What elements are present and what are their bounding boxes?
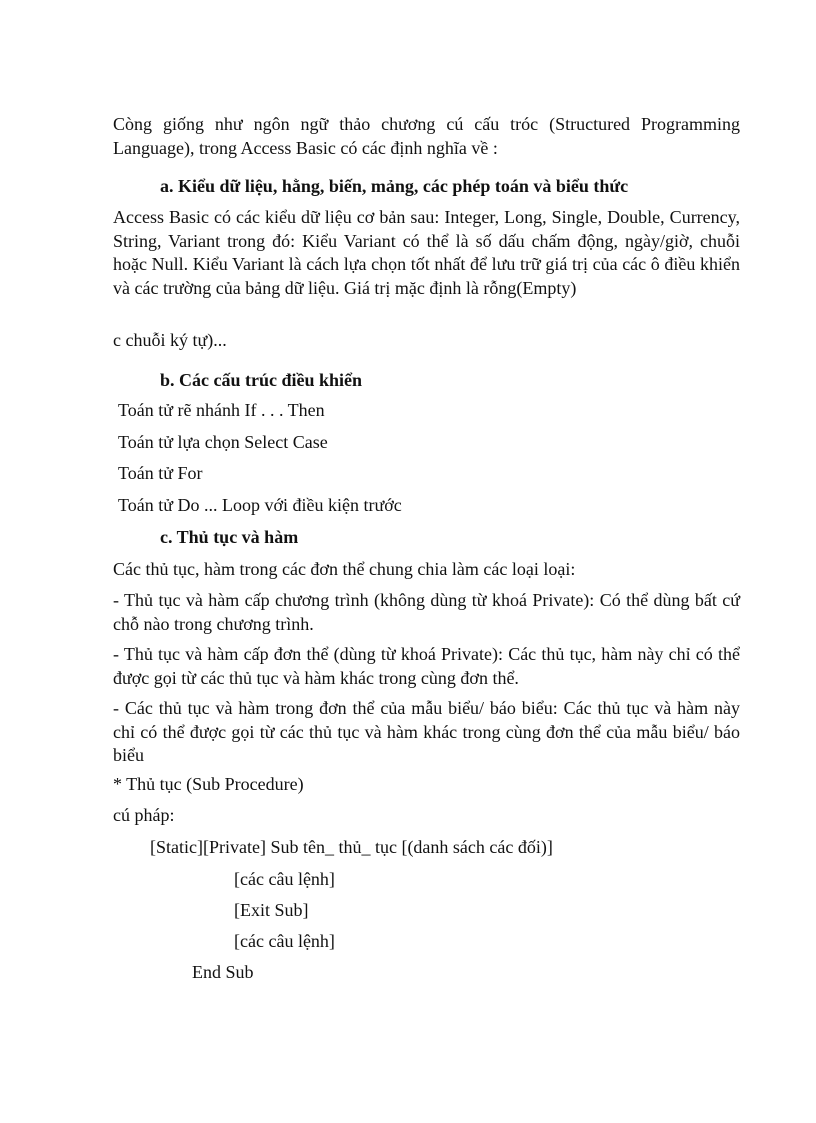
- section-a-paragraph: Access Basic có các kiểu dữ liệu cơ bản sau: Integer, Long, Single, Double, Currency, String, Variant trong đó: Kiểu Variant có thể là số dấu chấm động, ngày/giờ, chuỗi hoặc Null. Kiểu Variant là cách lựa chọn tốt nhất để lưu trữ giá trị của các ô điều khiển và các trường của bảng dữ liệu. Giá trị mặc định là rỗng(Empty): [113, 207, 740, 298]
- syntax-label: cú pháp:: [113, 805, 175, 825]
- procedure-bullet: - Thủ tục và hàm cấp đơn thể (dùng từ khoá Private): Các thủ tục, hàm này chỉ có thể được gọi từ các thủ tục và hàm khác trong cùng đơn thể.: [113, 644, 740, 688]
- syntax-statements: [các câu lệnh]: [234, 931, 335, 951]
- intro-paragraph: Còng giống như ngôn ngữ thảo chương cú cấu tróc (Structured Programming Language), trong Access Basic có các định nghĩa về :: [113, 114, 740, 158]
- section-a-heading: a. Kiểu dữ liệu, hằng, biến, mảng, các phép toán và biểu thức: [160, 176, 629, 196]
- section-b-heading: b. Các cấu trúc điều khiển: [160, 370, 363, 390]
- control-structure-item: Toán tử For: [118, 463, 203, 483]
- syntax-end-sub: End Sub: [192, 962, 254, 982]
- section-c-heading: c. Thủ tục và hàm: [160, 527, 299, 547]
- control-structure-item: Toán tử rẽ nhánh If . . . Then: [118, 400, 325, 420]
- section-a-fragment: c chuỗi ký tự)...: [113, 330, 227, 350]
- control-structure-item: Toán tử Do ... Loop với điều kiện trước: [118, 495, 402, 515]
- procedure-bullet: - Các thủ tục và hàm trong đơn thể của mẫu biểu/ báo biểu: Các thủ tục và hàm này chỉ có thể được gọi từ các thủ tục và hàm khác trong cùng đơn thể của mẫu biểu/ báo biểu: [113, 698, 740, 765]
- sub-procedure-label: * Thủ tục (Sub Procedure): [113, 774, 304, 794]
- syntax-exit-sub: [Exit Sub]: [234, 900, 309, 920]
- syntax-statements: [các câu lệnh]: [234, 869, 335, 889]
- syntax-declaration: [Static][Private] Sub tên_ thủ_ tục [(danh sách các đối)]: [150, 837, 553, 857]
- section-c-intro: Các thủ tục, hàm trong các đơn thể chung chia làm các loại loại:: [113, 559, 576, 579]
- procedure-bullet: - Thủ tục và hàm cấp chương trình (không dùng từ khoá Private): Có thể dùng bất cứ chỗ nào trong chương trình.: [113, 590, 740, 634]
- control-structure-item: Toán tử lựa chọn Select Case: [118, 432, 328, 452]
